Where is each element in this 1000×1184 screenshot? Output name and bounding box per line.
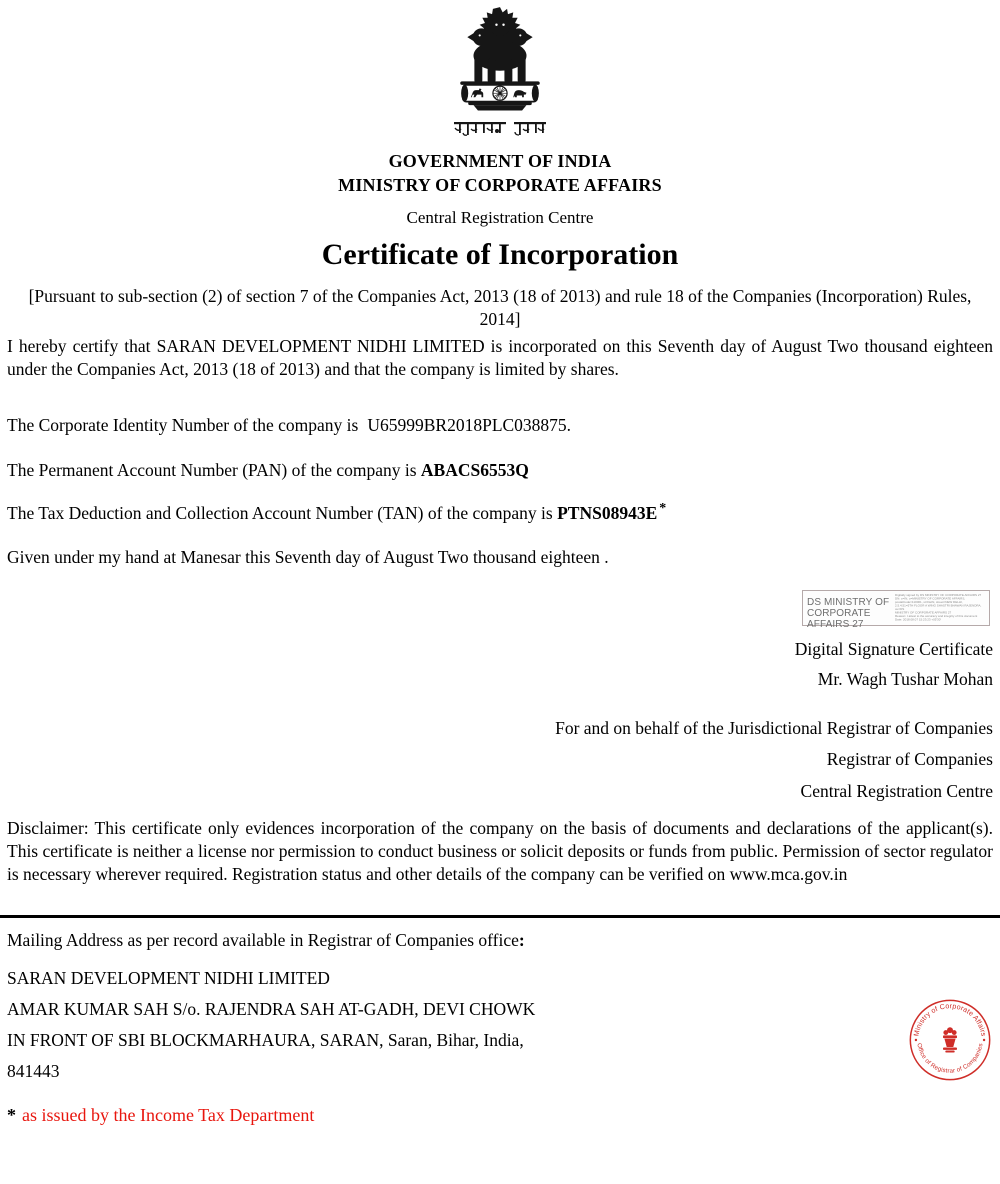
motto-container [7,120,993,138]
address-line-pincode: 841443 [7,1061,60,1081]
tan-footnote [7,1105,993,1126]
signature-detail-line: Digitally signed by DS MINISTRY OF CORPORATE AFFAIRS 27 [895,594,982,597]
pan-label: The Permanent Account Number (PAN) of the company is [7,460,417,480]
signature-detail-line: Date: 2018.08.07 15:23:23 +05'30' [895,618,941,622]
certificate-title: Certificate of Incorporation [321,238,679,271]
mailing-address-heading [7,930,993,951]
registrar-of-companies-line: Registrar of Companies [826,749,993,769]
signature-detail-line: Reason: I attest to the accuracy and integrity of this document [895,615,978,618]
on-behalf-line: For and on behalf of the Jurisdictional Registrar of Companies [555,718,993,738]
signature-box-details [895,591,989,625]
ministry-heading: MINISTRY OF CORPORATE AFFAIRS [338,175,662,195]
government-of-india-heading: GOVERNMENT OF INDIA [388,151,612,171]
tan-label: The Tax Deduction and Collection Account Number (TAN) of the company is [7,503,553,523]
cin-line [7,414,993,437]
central-registration-centre-line: Central Registration Centre [800,781,993,801]
roc-stamp-container [908,998,992,1087]
central-registration-centre-heading: Central Registration Centre [406,208,594,227]
footnote-asterisk: * [7,1105,16,1125]
address-line-company: SARAN DEVELOPMENT NIDHI LIMITED [7,968,330,988]
motto-satyameva-jayate [450,120,550,138]
stamp-top-text: Ministry of Corporate Affairs [912,1002,988,1037]
dharma-chakra-icon [493,86,507,100]
certification-paragraph: I hereby certify that SARAN DEVELOPMENT NIDHI LIMITED is incorporated on this Seventh day of August Two thousand eighteen under the Companies Act, 2013 (18 of 2013) and that the company is limited by shares. [7,336,993,379]
cin-value: U65999BR2018PLC038875. [367,415,572,435]
mailing-address-heading-text: Mailing Address as per record available in Registrar of Companies office [7,930,519,950]
signer-name: Mr. Wagh Tushar Mohan [817,669,993,689]
digital-signature-box [802,590,990,630]
stamp-bottom-text: Office of Registrar of Companies [915,1042,985,1075]
signature-detail-line: 2.5.4.51=5TH FLOOR A WING SHASTRI BHAWAN RAJENDRA, ou=DS [895,604,982,611]
tan-value: PTNS08943E [557,503,658,523]
given-under-hand-line: Given under my hand at Manesar this Seventh day of August Two thousand eighteen . [7,547,609,567]
registrar-stamp-seal [908,998,992,1082]
signature-box-title: DS MINISTRY OF CORPORATE AFFAIRS 27 [807,597,890,630]
footnote-text: as issued by the Income Tax Department [22,1105,315,1125]
stamp-pillar-icon [943,1027,957,1052]
emblem-of-india [447,5,553,117]
cin-label: The Corporate Identity Number of the company is [7,415,359,435]
digital-signature-certificate-label: Digital Signature Certificate [794,639,993,659]
section-divider [0,915,1000,918]
signature-detail-line: MINISTRY OF CORPORATE AFFAIRS 27 [895,611,952,615]
signature-detail-line: DN: c=IN, o=MINISTRY OF CORPORATE AFFAIRS, [895,597,966,601]
emblem-container [7,0,993,117]
address-line-city: IN FRONT OF SBI BLOCKMARHAURA, SARAN, Saran, Bihar, India, [7,1030,524,1050]
pan-line [7,459,993,482]
tan-line [7,497,993,525]
disclaimer-paragraph: Disclaimer: This certificate only evidences incorporation of the company on the basis of documents and declarations of the applicant(s). This certificate is neither a license nor permission to conduct business or solicit deposits or funds from public. Permission of sector regulator is necessary wherever required. Registration status and other details of the company can be verified on www.mca.gov.in [7,818,993,884]
mailing-address-colon: : [518,930,525,950]
tan-asterisk: * [659,501,667,516]
svg-text:Office of Registrar of Compani [915,1043,984,1075]
signature-detail-line: postalCode=110001, st=Delhi, street=NEW DELHI, [895,601,963,604]
address-line-street: AMAR KUMAR SAH S/o. RAJENDRA SAH AT-GADH, DEVI CHOWK [7,999,536,1019]
pan-value: ABACS6553Q [420,460,529,480]
pursuant-clause: [Pursuant to sub-section (2) of section 7 of the Companies Act, 2013 (18 of 2013) and rule 18 of the Companies (Incorporation) Rules, 2014] [28,286,972,329]
